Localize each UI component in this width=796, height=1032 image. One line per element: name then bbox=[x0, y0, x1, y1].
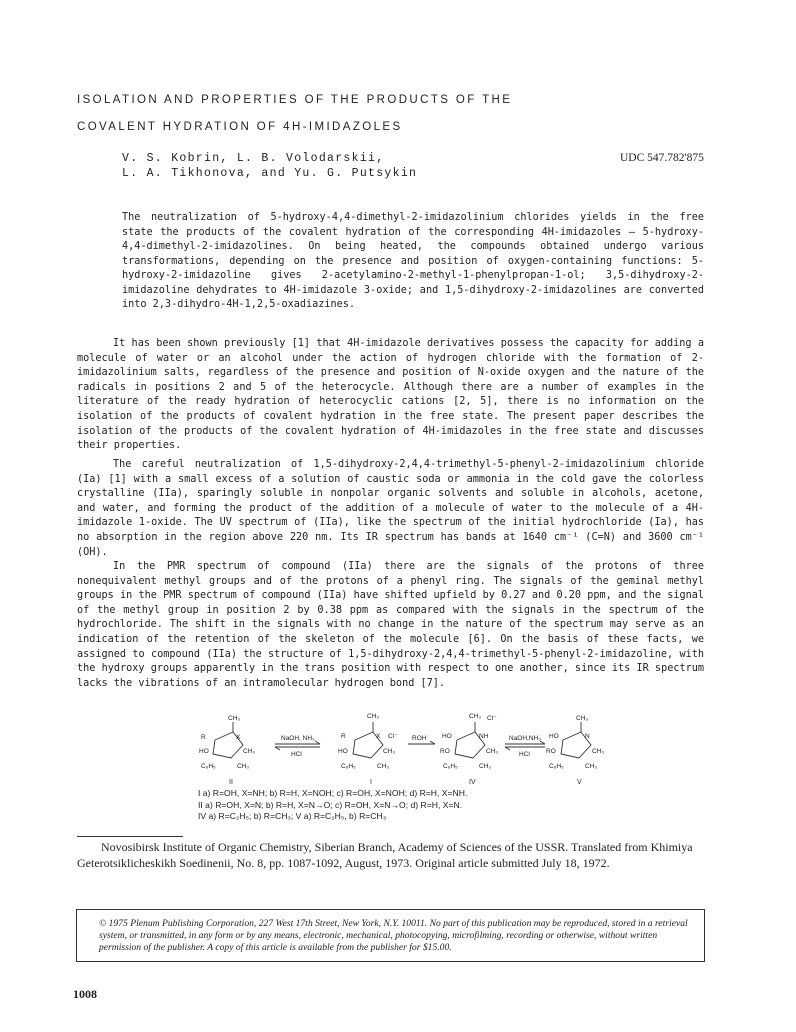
footnote-rule bbox=[77, 836, 183, 837]
scheme-ch3b-V: CH₃ bbox=[592, 748, 605, 755]
scheme-c6h5-II: C₆H₅ bbox=[201, 763, 216, 770]
caption-line-2: II a) R=OH, X=N; b) R=H, X=N→O; c) R=OH, X=N→O; d) R=H, X=N. bbox=[198, 799, 463, 810]
body-paragraph-1 bbox=[77, 337, 704, 454]
scheme-c6h5-V: C₆H₅ bbox=[549, 763, 564, 770]
scheme-ho-II: HO bbox=[199, 748, 209, 755]
scheme-arrow3-top: NaOH,NH₃ bbox=[509, 735, 541, 742]
scheme-ch3-I: CH₃ bbox=[367, 713, 380, 720]
paragraph-1-text: It has been shown previously [1] that 4H-imidazole derivatives possess the capacity for adding a molecule of water or an alcohol under the action of hydrogen chloride with the formation of 2-imidazolinium salts, regardless of the presence and position of N-oxide oxygen and the nature of the radicals in positions 2 and 5 of the heterocycle. Although there are a number of examples in the literature of the ready hydration of heterocyclic cations [2, 5], there is no information on the isolation of the products of covalent hydration in the free state. The present paper describes the isolation of the products of the covalent hydration of 4H-imidazoles in the free state and discusses their properties. bbox=[77, 338, 704, 452]
scheme-ch3b-I: CH₃ bbox=[383, 748, 396, 755]
scheme-x-I: X bbox=[376, 733, 381, 740]
scheme-ch3c-V: CH₃ bbox=[585, 763, 598, 770]
article-title-line-1: ISOLATION AND PROPERTIES OF THE PRODUCTS OF THE bbox=[77, 94, 513, 106]
authors-line-1: V. S. Kobrin, L. B. Volodarskii, bbox=[122, 152, 385, 165]
scheme-ho-IV: HO bbox=[442, 733, 452, 740]
scheme-nh-IV: NH bbox=[479, 733, 489, 740]
scheme-arrow1-bottom: HCl bbox=[291, 751, 302, 758]
body-paragraph-3 bbox=[77, 560, 704, 691]
scheme-ch3-V: CH₃ bbox=[576, 715, 589, 722]
scheme-r-II: R bbox=[201, 734, 206, 741]
scheme-ch3c-I: CH₃ bbox=[377, 763, 390, 770]
abstract: The neutralization of 5-hydroxy-4,4-dimethyl-2-imidazolinium chlorides yields in the free state the products of the covalent hydration of the corresponding 4H-imidazoles – 5-hydroxy-4,4-dimethyl-2-imidazolines. On being heated, the compounds obtained undergo various transformations, depending on the presence and position of oxygen-containing functions: 5-hydroxy-2-imidazoline gives 2-acetylamino-2-methyl-1-phenylpropan-1-ol; 3,5-dihydroxy-2-imidazoline dehydrates to 4H-imidazole 3-oxide; and 1,5-dihydroxy-2-imidazolines are converted into 2,3-dihydro-4H-1,2,5-oxadiazines. bbox=[122, 212, 704, 310]
udc-code: UDC 547.782'875 bbox=[620, 152, 704, 164]
scheme-c6h5-IV: C₆H₅ bbox=[443, 763, 458, 770]
authors-line-2: L. A. Tikhonova, and Yu. G. Putsykin bbox=[122, 167, 418, 180]
scheme-r-I: R bbox=[341, 733, 346, 740]
scheme-ch3c-IV: CH₃ bbox=[479, 763, 492, 770]
scheme-n-V: N bbox=[585, 733, 590, 740]
scheme-x-II: X bbox=[236, 734, 241, 741]
copyright-notice bbox=[76, 909, 705, 962]
affiliation-note bbox=[77, 840, 704, 871]
scheme-c6h5-I: C₆H₅ bbox=[341, 763, 356, 770]
scheme-ho-I: HO bbox=[338, 748, 348, 755]
scheme-ch3-IV: CH₃ bbox=[469, 713, 482, 720]
scheme-cl-I: Cl⁻ bbox=[388, 733, 398, 740]
scheme-arrow2-top: ROH bbox=[412, 735, 427, 742]
scheme-arrow3-bottom: HCl bbox=[519, 751, 530, 758]
scheme-ch3-II: CH₃ bbox=[228, 715, 241, 722]
scheme-ch3c-II: CH₃ bbox=[237, 763, 250, 770]
paragraph-3-text: In the PMR spectrum of compound (IIa) there are the signals of the protons of three nonequivalent methyl groups and of the protons of a phenyl ring. The signals of the geminal methyl groups in the PMR spectrum of compound (IIa) have shifted upfield by 0.27 and 0.20 ppm, and the signal of the methyl group in position 2 by 0.38 ppm as compared with the signals in the spectrum of the hydrochloride. The shift in the signals with no change in the nature of the spectrum may serve as an indication of the retention of the skeleton of the molecule [6]. On the basis of these facts, we assigned to compound (IIa) the structure of 1,5-dihydroxy-2,4,4-trimethyl-5-phenyl-2-imidazoline, with the hydroxy groups apparently in the trans position with respect to one another, since its IR spectrum lacks the vibrations of an intramolecular hydrogen bond [7]. bbox=[77, 561, 704, 689]
scheme-ch3b-IV: CH₃ bbox=[486, 748, 499, 755]
scheme-arrow1-top: NaOH, NH₃ bbox=[281, 735, 315, 742]
body-paragraph-2 bbox=[77, 458, 704, 560]
scheme-captions bbox=[198, 788, 467, 823]
scheme-ro-IV: RO bbox=[440, 748, 450, 755]
copyright-text: © 1975 Plenum Publishing Corporation, 227 West 17th Street, New York, N.Y. 10011. No part of this publication may be reproduced, stored in a retrieval system, or transmitted, in any form or by any means, electronic, mechanical, photocopying, microfilming, recording or otherwise, without written permission of the publisher. A copy of this article is available from the publisher for $15.00. bbox=[99, 918, 688, 954]
paragraph-2-text: The careful neutralization of 1,5-dihydroxy-2,4,4-trimethyl-5-phenyl-2-imidazolinium chloride (Ia) [1] with a small excess of a solution of caustic soda or ammonia in the cold gave the colorless crystalline (IIa), sparingly soluble in nonpolar organic solvents and soluble in alcohols, acetone, and water, and forming the product of the addition of a molecule of water to the molecule of a 4H-imidazole 1-oxide. The UV spectrum of (IIa), like the spectrum of the initial hydrochloride (Ia), has no absorption in the region above 220 nm. Its IR spectrum has bands at 1640 cm⁻¹ (C=N) and 3600 cm⁻¹ (OH). bbox=[77, 459, 704, 558]
scheme-ro-V: RO bbox=[546, 748, 556, 755]
article-title-line-2: COVALENT HYDRATION OF 4H-IMIDAZOLES bbox=[77, 121, 403, 133]
reaction-scheme bbox=[195, 710, 615, 792]
caption-line-1: I a) R=OH, X=NH; b) R=H, X=NOH; c) R=OH, X=NOH; d) R=H, X=NH. bbox=[198, 788, 468, 798]
scheme-ch3b-II: CH₃ bbox=[243, 748, 256, 755]
compound-label-I: I bbox=[370, 779, 372, 786]
compound-label-IV: IV bbox=[469, 779, 476, 786]
scheme-cl-IV: Cl⁻ bbox=[487, 715, 497, 722]
affiliation-text: Novosibirsk Institute of Organic Chemistry, Siberian Branch, Academy of Sciences of the USSR. Translated from Khimiya Geterotsiklicheskikh Soedinenii, No. 8, pp. 1087-1092, August, 1973. Original article submitted July 18, 1972. bbox=[77, 840, 693, 870]
scheme-ho-V: HO bbox=[549, 733, 559, 740]
compound-label-V: V bbox=[577, 779, 582, 786]
caption-line-3: IV a) R=C₂H₅; b) R=CH₃; V a) R=C₂H₅, b) R=CH₃ bbox=[198, 811, 387, 821]
compound-label-II: II bbox=[229, 779, 233, 786]
page-number: 1008 bbox=[73, 987, 97, 1001]
